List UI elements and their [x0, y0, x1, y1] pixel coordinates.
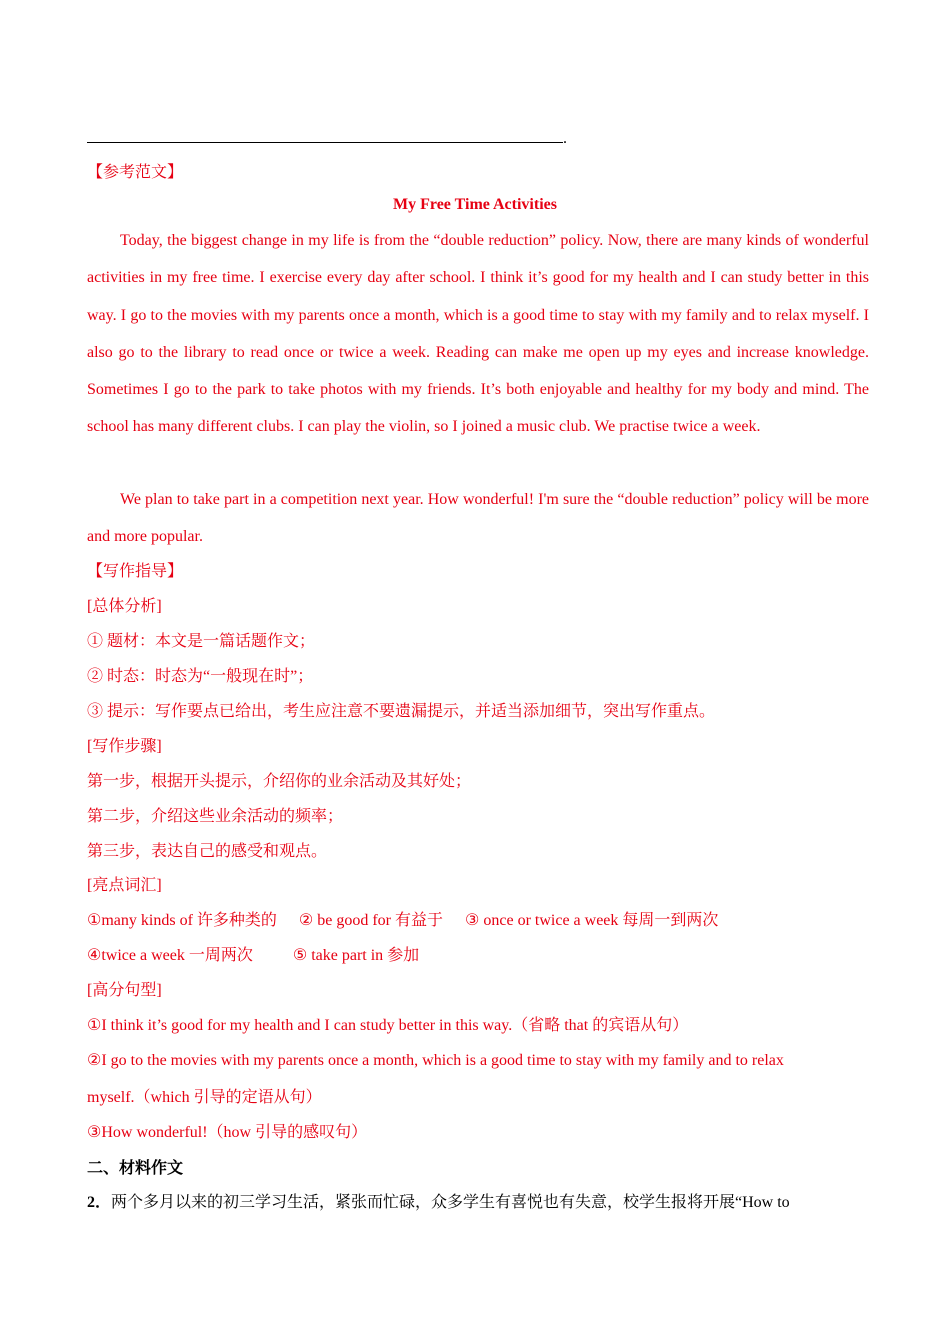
vocab-item: ①many kinds of 许多种类的 [87, 912, 277, 929]
sentence-item-3: ③How wonderful!（how 引导的感叹句） [87, 1124, 368, 1141]
vocab-item: ② be good for 有益于 [298, 912, 444, 929]
essay-paragraph-1: Today, the biggest change in my life is from the “double reduction” policy. Now, there are many kinds of wonderful activities in my free time. I exercise every day after school. I think it’s good for my health and I can study better in this way. I go to the movies with my parents once a month, which is a good time to stay with my family and to relax myself. I also go to the library to read once or twice a week. Reading can make me open up my eyes and increase knowledge. Sometimes I go to the park to take photos with my friends. It’s both enjoyable and healthy for my body and mind. The school has many different clubs. I can play the violin, so I joined a music club. We practise twice a week. [87, 232, 869, 436]
blank-period: . [563, 130, 567, 147]
vocab-row-1 [87, 911, 740, 931]
answer-blank-line [87, 128, 567, 149]
essay-paragraph-2: We plan to take part in a competition next year. How wonderful! I'm sure the “double reduction” policy will be more and more popular. [87, 491, 869, 546]
vocab-item: ⑤ take part in 参加 [292, 947, 420, 964]
overall-analysis-header: [总体分析] [87, 598, 162, 615]
step-item-3: 第三步，表达自己的感受和观点。 [87, 843, 328, 860]
question-number: 2． [87, 1194, 112, 1211]
vocab-header: [亮点词汇] [87, 877, 162, 894]
section-2-header: 二、材料作文 [87, 1160, 184, 1177]
sample-essay-header: 【参考范文】 [87, 164, 184, 181]
question-2 [87, 1193, 790, 1213]
overall-item-3: ③ 提示：写作要点已给出，考生应注意不要遗漏提示，并适当添加细节，突出写作重点。 [87, 703, 716, 720]
overall-item-2: ② 时态：时态为“一般现在时”； [87, 668, 314, 685]
sentence-patterns-header: [高分句型] [87, 982, 162, 999]
step-item-1: 第一步，根据开头提示，介绍你的业余活动及其好处； [87, 773, 472, 790]
overall-item-1: ① 题材：本文是一篇话题作文； [87, 633, 316, 650]
sentence-item-2-line-1: ②I go to the movies with my parents once a month, which is a good time to stay with my family and to relax [87, 1052, 784, 1069]
vocab-item: ④twice a week 一周两次 [87, 947, 253, 964]
writing-guide-header: 【写作指导】 [87, 563, 184, 580]
vocab-item: ③ once or twice a week 每周一到两次 [465, 912, 719, 929]
writing-steps-header: [写作步骤] [87, 738, 162, 755]
sentence-item-2-line-2: myself.（which 引导的定语从句） [87, 1089, 322, 1106]
essay-title: My Free Time Activities [393, 196, 557, 213]
vocab-row-2 [87, 946, 441, 966]
step-item-2: 第二步，介绍这些业余活动的频率； [87, 808, 344, 825]
sentence-item-1: ①I think it’s good for my health and I can study better in this way.（省略 that 的宾语从句） [87, 1017, 689, 1034]
blank-underline [87, 128, 563, 143]
question-text: 两个多月以来的初三学习生活，紧张而忙碌，众多学生有喜悦也有失意，校学生报将开展“How to [111, 1194, 790, 1211]
